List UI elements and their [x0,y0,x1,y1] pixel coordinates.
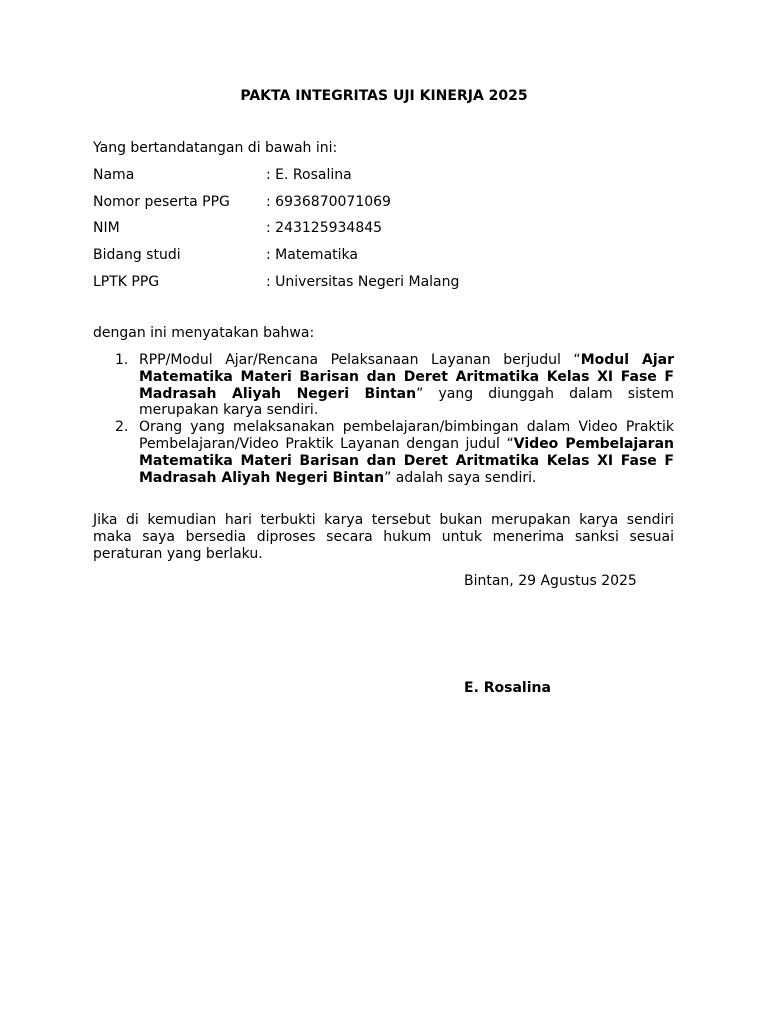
identity-fields [93,166,459,299]
item-text-after: ” yang diunggah dalam sistem merupakan karya sendiri. [139,385,674,419]
list-item [93,352,674,419]
list-item-text [139,419,674,486]
intro-text: Yang bertandatangan di bawah ini: [93,140,338,156]
field-row-lptk [93,273,459,300]
field-label: Bidang studi [93,247,181,264]
field-label: LPTK PPG [93,273,160,290]
signer-name: E. Rosalina [464,680,551,696]
item-title-bold: Video Pembelajaran Matematika Materi Barisan dan Deret Aritmatika Kelas XI Fase F Madrasah Aliyah Negeri Bintan [139,435,674,486]
field-value: : Universitas Negeri Malang [266,273,460,290]
field-row-nomor-peserta [93,193,459,220]
statement-list [93,352,674,486]
field-value: : E. Rosalina [266,167,352,183]
closing-paragraph: Jika di kemudian hari terbukti karya tersebut bukan merupakan karya sendiri maka saya bersedia diproses secara hukum untuk menerima sanksi sesuai peraturan yang berlaku. [93,512,674,562]
statement-intro: dengan ini menyatakan bahwa: [93,325,315,341]
list-item [93,419,674,486]
item-title-bold: Modul Ajar Matematika Materi Barisan dan Deret Aritmatika Kelas XI Fase F Madrasah Aliyah Negeri Bintan [139,352,674,402]
item-text-after: ” adalah saya sendiri. [384,469,537,486]
field-value: : 6936870071069 [266,193,391,210]
item-text-before: Orang yang melaksanakan pembelajaran/bimbingan dalam Video Praktik Pembelajaran/Video Praktik Layanan dengan judul “ [139,419,674,452]
field-value: : 243125934845 [266,220,383,237]
field-label: Nama [93,167,135,183]
field-label: NIM [93,220,120,237]
item-text-before: RPP/Modul Ajar/Rencana Pelaksanaan Layanan berjudul “ [139,352,581,368]
field-row-bidang-studi [93,246,459,273]
field-value: : Matematika [266,247,358,264]
list-item-text [139,352,674,419]
place-date: Bintan, 29 Agustus 2025 [464,573,637,589]
field-row-nim [93,219,459,246]
list-item-number: 1. [115,352,129,368]
field-row-nama [93,166,459,193]
document-title: PAKTA INTEGRITAS UJI KINERJA 2025 [240,88,528,104]
field-label: Nomor peserta PPG [93,193,230,210]
list-item-number: 2. [115,419,129,436]
